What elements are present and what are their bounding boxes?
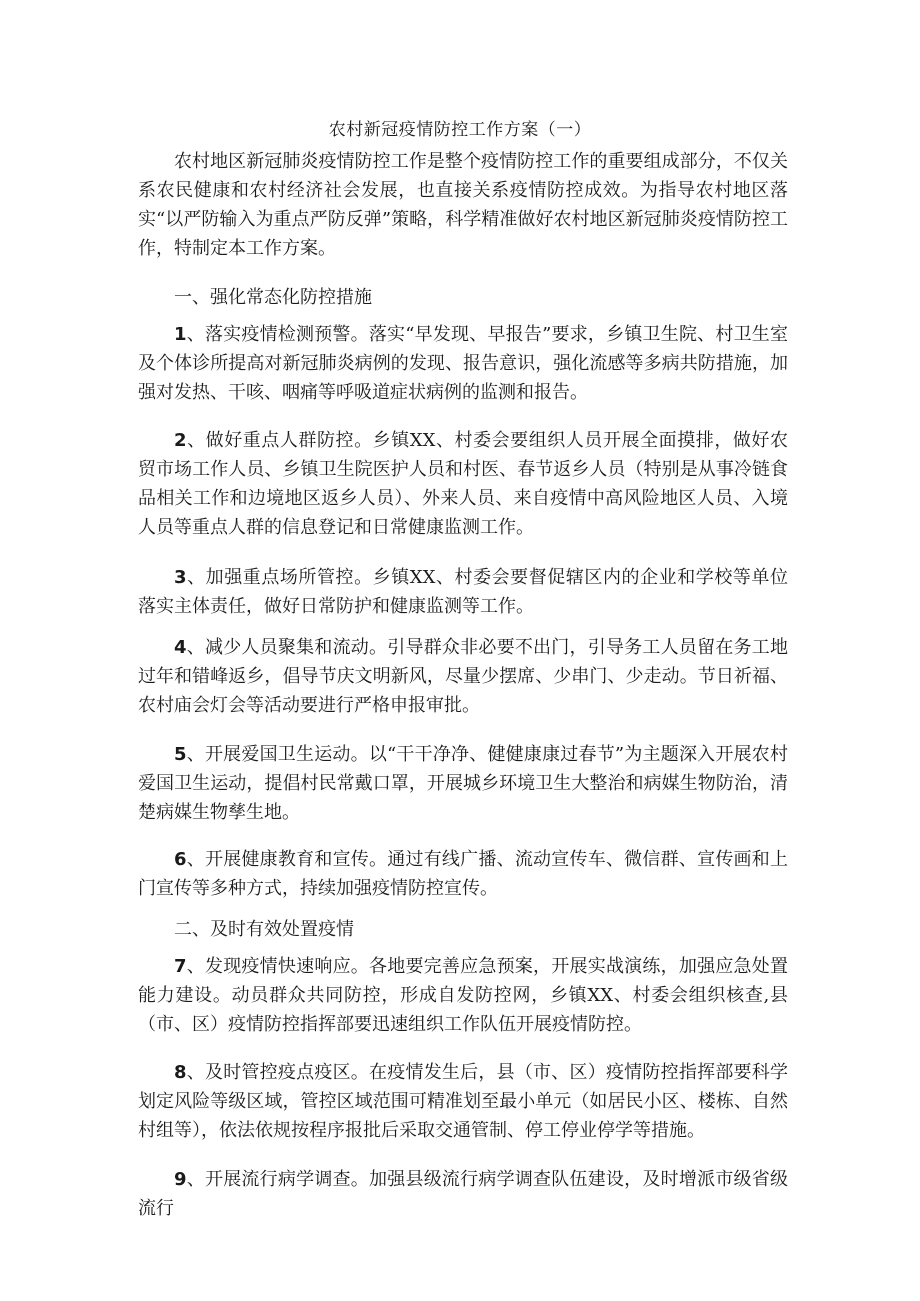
item-text: 、开展爱国卫生运动。以“干干净净、健健康康过春节”为主题深入开展农村爱国卫生运动，提倡村民常戴口罩，开展城乡环境卫生大整治和病媒生物防治，清楚病媒生物孳生地。 xyxy=(138,744,788,823)
list-item xyxy=(138,633,788,720)
section-heading-1: 一、强化常态化防控措施 xyxy=(174,287,372,308)
item-number: 8 xyxy=(174,1062,187,1083)
item-number: 2 xyxy=(174,430,187,451)
section-heading-2: 二、及时有效处置疫情 xyxy=(174,919,354,940)
item-text: 、加强重点场所管控。乡镇XX、村委会要督促辖区内的企业和学校等单位落实主体责任，做好日常防护和健康监测等工作。 xyxy=(138,567,788,617)
item-text: 、做好重点人群防控。乡镇XX、村委会要组织人员开展全面摸排，做好农贸市场工作人员、乡镇卫生院医护人员和村医、春节返乡人员（特别是从事冷链食品相关工作和边境地区返乡人员）、外来人员、来自疫情中高风险地区人员、入境人员等重点人群的信息登记和日常健康监测工作。 xyxy=(138,430,788,538)
item-number: 4 xyxy=(174,637,187,658)
item-number: 1 xyxy=(174,324,187,345)
item-text: 、开展流行病学调查。加强县级流行病学调查队伍建设，及时增派市级省级流行 xyxy=(138,1169,788,1219)
list-item xyxy=(138,320,788,407)
item-number: 6 xyxy=(174,849,187,870)
item-number: 5 xyxy=(174,744,187,765)
document-title: 农村新冠疫情防控工作方案（一） xyxy=(328,120,592,140)
list-item xyxy=(138,740,788,827)
list-item xyxy=(138,426,788,542)
item-text: 、及时管控疫点疫区。在疫情发生后，县（市、区）疫情防控指挥部要科学划定风险等级区域，管控区域范围可精准划至最小单元（如居民小区、楼栋、自然村组等），依法依规按程序报批后采取交通管制、停工停业停学等措施。 xyxy=(138,1062,788,1141)
list-item xyxy=(138,563,788,621)
item-text: 、减少人员聚集和流动。引导群众非必要不出门，引导务工人员留在务工地过年和错峰返乡，倡导节庆文明新风，尽量少摆席、少串门、少走动。节日祈福、农村庙会灯会等活动要进行严格申报审批。 xyxy=(138,637,788,716)
item-text: 、开展健康教育和宣传。通过有线广播、流动宣传车、微信群、宣传画和上门宣传等多种方式，持续加强疫情防控宣传。 xyxy=(138,849,788,899)
item-text: 、落实疫情检测预警。落实“早发现、早报告”要求，乡镇卫生院、村卫生室及个体诊所提高对新冠肺炎病例的发现、报告意识，强化流感等多病共防措施，加强对发热、干咳、咽痛等呼吸道症状病例的监测和报告。 xyxy=(138,324,788,403)
list-item xyxy=(138,1058,788,1145)
intro-paragraph: 农村地区新冠肺炎疫情防控工作是整个疫情防控工作的重要组成部分，不仅关系农民健康和农村经济社会发展，也直接关系疫情防控成效。为指导农村地区落实“以严防输入为重点严防反弹”策略，科学精准做好农村地区新冠肺炎疫情防控工作，特制定本工作方案。 xyxy=(138,151,788,259)
item-text: 、发现疫情快速响应。各地要完善应急预案，开展实战演练，加强应急处置能力建设。动员群众共同防控，形成自发防控网，乡镇XX、村委会组织核查,县（市、区）疫情防控指挥部要迅速组织工作队伍开展疫情防控。 xyxy=(138,956,788,1035)
list-item xyxy=(138,1165,788,1223)
item-number: 7 xyxy=(174,956,187,977)
item-number: 3 xyxy=(174,567,187,588)
item-number: 9 xyxy=(174,1169,187,1190)
list-item xyxy=(138,952,788,1039)
list-item xyxy=(138,845,788,903)
